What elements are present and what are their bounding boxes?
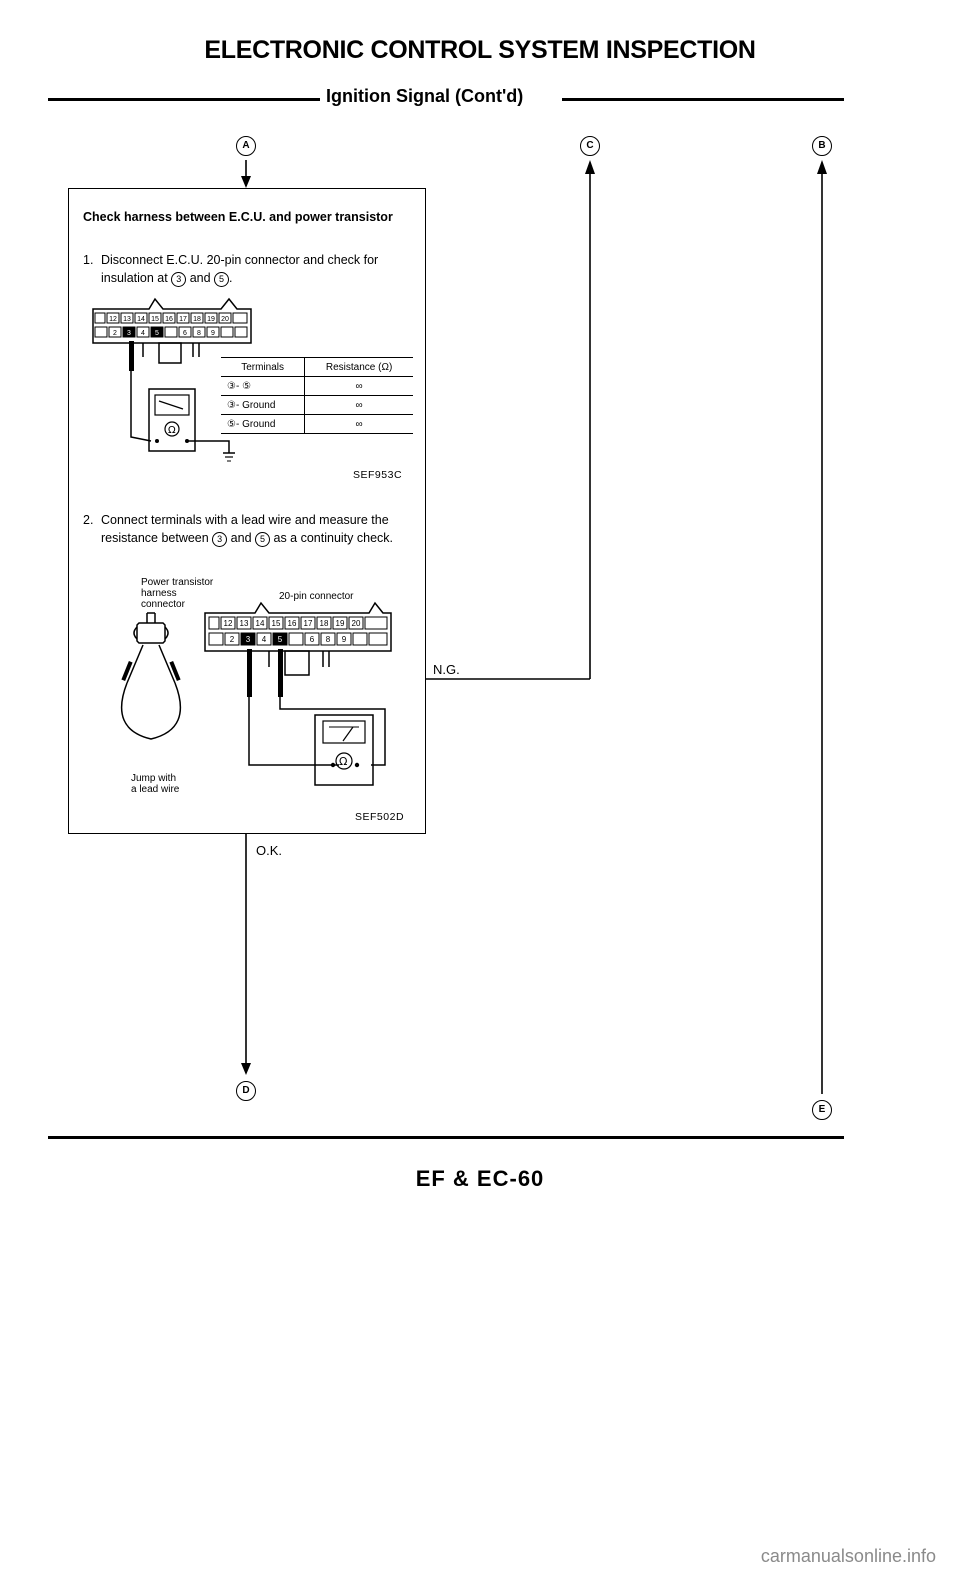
step-1-end: . [229, 271, 233, 285]
connector-pin-label: 6 [309, 635, 315, 644]
section-title: Ignition Signal (Cont'd) [320, 86, 529, 107]
connector-pin-label: 2 [229, 635, 235, 644]
connector-pin-label: 15 [271, 619, 281, 628]
connector-pin-label: 3 [127, 330, 131, 337]
connector-pin-label: 12 [109, 316, 117, 323]
flow-label-d: D [236, 1081, 256, 1101]
connector-bottom-row [95, 327, 247, 337]
connector-pin-label: 4 [261, 635, 267, 644]
step-2-and: and [230, 531, 252, 545]
step-1-text: Disconnect E.C.U. 20-pin connector and check for insulation at [101, 253, 379, 285]
ok-label: O.K. [256, 843, 283, 858]
connector-pin-label: 20 [221, 316, 229, 323]
connector-pin-label: 5 [155, 330, 159, 337]
connector-pin-label: 20 [351, 619, 361, 628]
table-cell-terminal: ③- Ground [221, 396, 305, 415]
connector-pin-label: 14 [137, 316, 145, 323]
table-row [221, 396, 413, 415]
check-heading: Check harness between E.C.U. and power transistor [83, 210, 393, 224]
label-jump-line-1: Jump with [131, 773, 177, 784]
table-cell-resistance: ∞ [305, 377, 413, 396]
label-jump-line-2: a lead wire [131, 784, 180, 795]
ohmmeter-2 [315, 715, 373, 785]
connector-pin-label: 5 [277, 635, 283, 644]
connector-pin-label: 3 [245, 635, 251, 644]
step-1-number: 1. [83, 253, 94, 267]
connector-pin-label: 6 [183, 330, 187, 337]
label-20pin-connector: 20-pin connector [279, 591, 354, 602]
arrow-head-a [241, 176, 251, 188]
step-2-text: Connect terminals with a lead wire and measure the resistance between [101, 513, 389, 545]
meter-ohm-symbol-1: Ω [168, 425, 176, 436]
table-header-resistance: Resistance (Ω) [305, 358, 413, 377]
connector-pin-label: 15 [151, 316, 159, 323]
connector-pin-label: 12 [223, 619, 233, 628]
label-harness-line-1: Power transistor [141, 577, 214, 588]
step-1-pin-a: 3 [171, 272, 186, 287]
page-title: ELECTRONIC CONTROL SYSTEM INSPECTION [204, 36, 756, 64]
connector-pin-label: 9 [211, 330, 215, 337]
figure-2-diagram [89, 589, 409, 799]
connector-pin-label: 18 [319, 619, 329, 628]
connector-pin-label: 16 [287, 619, 297, 628]
ng-label: N.G. [433, 662, 460, 677]
step-2 [83, 511, 413, 547]
table-cell-terminal: ③- ⑤ [221, 377, 305, 396]
connector-pin-label: 14 [255, 619, 265, 628]
table-row [221, 415, 413, 434]
footer-rule [48, 1136, 844, 1139]
connector-pin-label: 19 [207, 316, 215, 323]
connector-pin-label: 9 [341, 635, 347, 644]
flow-label-e: E [812, 1100, 832, 1120]
step-2-end: as a continuity check. [273, 531, 394, 545]
table-cell-resistance: ∞ [305, 396, 413, 415]
table-cell-terminal: ⑤- Ground [221, 415, 305, 434]
step-2-pin-b: 5 [255, 532, 270, 547]
connector-pin-label: 13 [123, 316, 131, 323]
connector-pin-label: 4 [141, 330, 145, 337]
flow-label-c: C [580, 136, 600, 156]
connector-pin-label: 16 [165, 316, 173, 323]
label-harness-line-2: harness [141, 588, 177, 599]
connector-pin-label: 8 [325, 635, 331, 644]
label-harness-line-3: connector [141, 599, 185, 610]
arrow-head-b [817, 160, 827, 174]
connector-pin-label: 17 [303, 619, 313, 628]
table-header-terminals: Terminals [221, 358, 305, 377]
flow-label-a: A [236, 136, 256, 156]
page-number: EF & EC-60 [415, 1166, 545, 1191]
harness-connector-jumper [121, 613, 180, 739]
step-2-pin-a: 3 [212, 532, 227, 547]
connector-pin-label: 18 [193, 316, 201, 323]
connector-pin-label: 8 [197, 330, 201, 337]
step-2-number: 2. [83, 513, 94, 527]
connector-pin-label: 13 [239, 619, 249, 628]
connector-pin-label: 19 [335, 619, 345, 628]
watermark: carmanualsonline.info [760, 1546, 936, 1566]
table-cell-resistance: ∞ [305, 415, 413, 434]
figure-2-id: SEF502D [355, 811, 405, 823]
check-box [68, 188, 426, 834]
resistance-table [221, 357, 413, 434]
step-1 [83, 251, 413, 287]
arrow-head-d [241, 1063, 251, 1075]
step-1-pin-b: 5 [214, 272, 229, 287]
table-row [221, 377, 413, 396]
connector-pin-label: 17 [179, 316, 187, 323]
arrow-head-c [585, 160, 595, 174]
step-1-and: and [189, 271, 211, 285]
figure-1-id: SEF953C [353, 469, 403, 481]
probe [129, 341, 134, 371]
meter-ohm-symbol-2: Ω [339, 755, 348, 768]
flow-label-b: B [812, 136, 832, 156]
connector-pin-label: 2 [113, 330, 117, 337]
